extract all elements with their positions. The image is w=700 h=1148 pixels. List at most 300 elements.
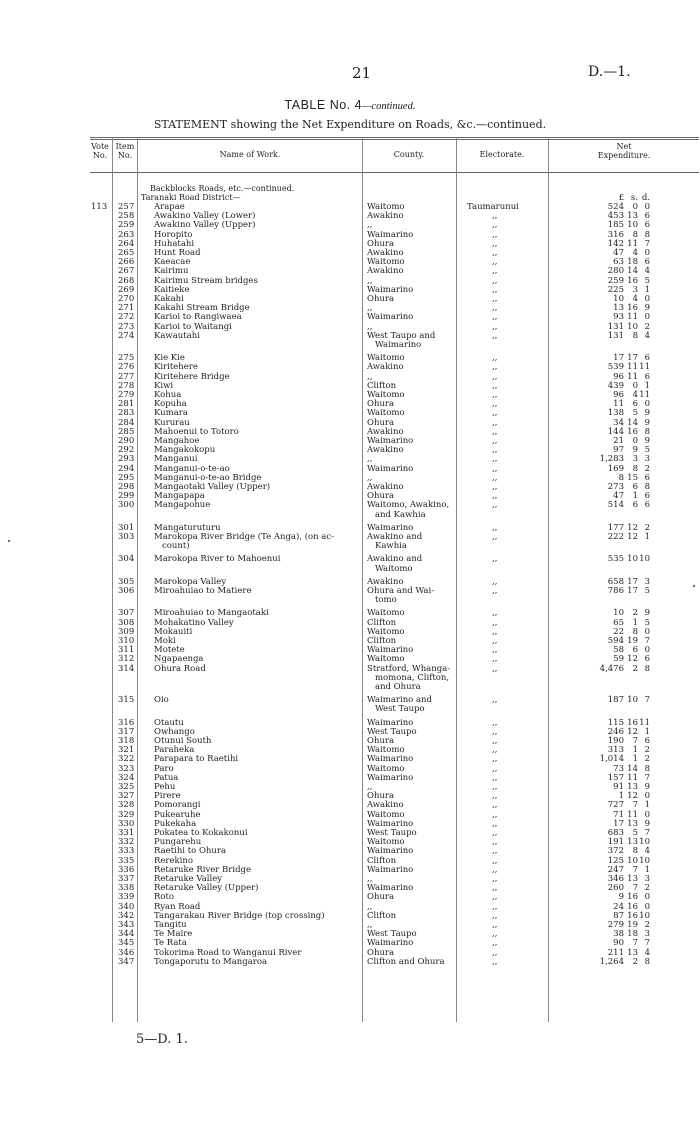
work-name: Karioi to Waitangi	[154, 321, 232, 332]
county-name: Ohura	[367, 791, 395, 802]
amount-part: 2	[632, 608, 638, 619]
amount-part: 138	[607, 408, 624, 419]
amount-part: 13	[627, 818, 638, 829]
electorate-name: ,,	[492, 947, 498, 958]
item-number: 317	[118, 726, 135, 737]
amount-part: 5	[644, 445, 650, 456]
work-name: Kiritehere Bridge	[154, 371, 230, 382]
county-name: Waitomo	[367, 745, 405, 756]
electorate-name: ,,	[492, 828, 498, 838]
work-name: Pomorangi	[154, 800, 201, 811]
amount-part: 87	[613, 910, 624, 921]
county-name: Waitomo	[367, 608, 405, 619]
amount-part: 9	[644, 417, 650, 428]
county-name: Waitomo	[367, 390, 405, 400]
net-expenditure	[592, 554, 650, 564]
item-number: 314	[118, 663, 135, 674]
work-name: Tongaporutu to Mangaroa	[154, 956, 268, 967]
currency-unit: £	[618, 193, 624, 203]
amount-part: 63	[613, 257, 624, 268]
amount-part: 2	[644, 745, 650, 756]
amount-part: 97	[613, 445, 624, 456]
county-name: ,,	[367, 901, 373, 912]
electorate-name: ,,	[492, 436, 498, 446]
item-number: 290	[118, 436, 135, 446]
amount-part: 58	[613, 645, 624, 656]
work-name: Kaitieke	[154, 284, 190, 295]
electorate-name: ,,	[492, 837, 498, 848]
electorate-name: ,,	[492, 294, 498, 304]
county-name: Waimarino	[367, 883, 414, 894]
item-number: 301	[118, 522, 135, 533]
amount-part: 3	[644, 874, 650, 884]
county-name-continued: Waimarino	[375, 340, 422, 350]
electorate-name: ,,	[492, 608, 498, 619]
item-number: 338	[118, 883, 135, 894]
county-name: Waimarino	[367, 436, 414, 446]
work-name: Karioi to Rangiwaea	[154, 312, 242, 323]
amount-part: 73	[613, 763, 624, 774]
electorate-name: ,,	[492, 636, 498, 646]
amount-part: 17	[627, 586, 638, 596]
county-name: ,,	[367, 303, 373, 314]
page-number: 21	[352, 64, 372, 82]
amount-part: 6	[644, 371, 650, 382]
item-number: 324	[118, 772, 135, 783]
amount-part: 524	[607, 202, 624, 212]
amount-part: 273	[607, 482, 624, 492]
electorate-name: ,,	[492, 626, 498, 637]
amount-part: 0	[644, 248, 650, 258]
amount-part: 3	[632, 454, 638, 465]
county-name: West Taupo	[367, 828, 417, 838]
electorate-name: ,,	[492, 846, 498, 857]
electorate-name: ,,	[492, 284, 498, 295]
item-number: 309	[118, 626, 135, 637]
county-name: West Taupo and	[367, 330, 436, 341]
county-name: ,,	[367, 321, 373, 332]
amount-part: 0	[644, 399, 650, 410]
work-name: Marokopa River to Mahoenui	[154, 554, 281, 565]
amount-part: 727	[607, 800, 624, 811]
amount-part: 14	[627, 266, 638, 277]
amount-part: 11	[627, 238, 638, 249]
electorate-name: ,,	[492, 248, 498, 258]
electorate-name: ,,	[492, 929, 498, 940]
amount-part: 1	[632, 491, 638, 502]
item-number: 304	[118, 554, 135, 565]
amount-part: 2	[644, 321, 650, 332]
amount-part: 6	[632, 482, 638, 492]
electorate-name: ,,	[492, 454, 498, 465]
item-number: 276	[118, 362, 135, 373]
electorate-name: ,,	[492, 617, 498, 628]
amount-part: 4	[632, 390, 638, 400]
amount-part: 346	[607, 874, 624, 884]
electorate-name: Taumarunui	[467, 202, 519, 212]
county-name: ,,	[367, 220, 373, 231]
work-name: Mangakokopu	[154, 445, 216, 456]
item-number: 346	[118, 947, 135, 958]
net-expenditure	[592, 532, 650, 542]
item-number: 264	[118, 238, 135, 249]
amount-part: 10	[627, 695, 638, 706]
work-name: Oio	[154, 695, 169, 706]
amount-part: 3	[644, 576, 650, 587]
county-name: Awakino and	[367, 532, 423, 542]
amount-part: 47	[613, 491, 624, 502]
county-name-continued: and Kawhia	[375, 509, 426, 520]
amount-part: 17	[613, 818, 624, 829]
work-name: Pungarehu	[154, 837, 202, 848]
amount-part: 12	[627, 522, 638, 533]
amount-part: 17	[627, 576, 638, 587]
work-name: Retaruke Valley (Upper)	[154, 883, 259, 894]
county-name: ,,	[367, 472, 373, 483]
amount-part: 9	[632, 445, 638, 456]
amount-part: 4	[644, 330, 650, 341]
electorate-name: ,,	[492, 800, 498, 811]
item-number: 298	[118, 482, 135, 492]
amount-part: 8	[632, 330, 638, 341]
table-top-rule	[90, 137, 699, 138]
work-name: Mangapapa	[154, 491, 205, 502]
amount-part: 16	[627, 901, 638, 912]
amount-part: 12	[627, 791, 638, 802]
item-number: 330	[118, 818, 135, 829]
work-name: Miroahuiao to Mangaotaki	[154, 608, 269, 619]
county-name: Awakino	[367, 482, 404, 492]
amount-part: 6	[632, 399, 638, 410]
amount-part: 0	[644, 626, 650, 637]
amount-part: 19	[627, 636, 638, 646]
county-name: Ohura	[367, 417, 395, 428]
amount-part: 11	[627, 362, 638, 373]
county-name: Awakino	[367, 248, 404, 258]
item-number: 312	[118, 654, 135, 665]
electorate-name: ,,	[492, 956, 498, 967]
county-name: Waimarino	[367, 229, 414, 240]
amount-part: 13	[613, 303, 624, 314]
amount-part: 6	[644, 220, 650, 231]
electorate-name: ,,	[492, 938, 498, 949]
item-number: 259	[118, 220, 135, 231]
county-name: Awakino	[367, 800, 404, 811]
item-number: 336	[118, 864, 135, 875]
amount-part: 190	[607, 736, 624, 746]
amount-part: 4,476	[599, 663, 624, 674]
county-name: Waimarino	[367, 754, 414, 765]
electorate-name: ,,	[492, 229, 498, 240]
table-title	[0, 98, 700, 112]
amount-part: 16	[627, 910, 638, 921]
amount-part: 144	[607, 426, 624, 437]
work-name: Kururau	[154, 417, 190, 428]
amount-part: 11	[627, 312, 638, 323]
amount-part: 9	[644, 303, 650, 314]
amount-part: 6	[644, 211, 650, 222]
work-name: Ryan Road	[154, 901, 201, 912]
work-name: Kohua	[154, 390, 182, 400]
item-number: 325	[118, 782, 135, 792]
header-rule	[90, 172, 699, 173]
amount-part: 7	[632, 736, 638, 746]
amount-part: 16	[627, 303, 638, 314]
electorate-name: ,,	[492, 330, 498, 341]
county-name: Waimarino	[367, 846, 414, 857]
amount-part: 1	[644, 726, 650, 737]
amount-part: 0	[644, 809, 650, 820]
item-number: 322	[118, 754, 135, 765]
county-name: Waimarino and	[367, 695, 432, 706]
item-number: 299	[118, 491, 135, 502]
item-number: 284	[118, 417, 135, 428]
county-name: Waimarino	[367, 463, 414, 474]
item-number: 285	[118, 426, 135, 437]
electorate-name: ,,	[492, 745, 498, 756]
electorate-name: ,,	[492, 399, 498, 410]
amount-part: 7	[632, 883, 638, 894]
county-name-continued: Waitomo	[375, 563, 413, 574]
work-name: Kaeacae	[154, 257, 191, 268]
electorate-name: ,,	[492, 892, 498, 903]
amount-part: 13	[627, 837, 638, 848]
item-number: 257	[118, 202, 135, 212]
amount-part: 0	[632, 202, 638, 212]
amount-part: 10	[639, 837, 650, 848]
amount-part: 8	[644, 482, 650, 492]
amount-part: 8	[618, 472, 624, 483]
amount-part: 786	[607, 586, 624, 596]
item-number: 294	[118, 463, 135, 474]
currency-unit: d.	[641, 193, 650, 203]
work-name: Mangahoe	[154, 436, 200, 446]
item-number: 271	[118, 303, 135, 314]
county-name: Waitomo	[367, 763, 405, 774]
item-number: 323	[118, 763, 135, 774]
electorate-name: ,,	[492, 238, 498, 249]
item-number: 339	[118, 892, 135, 903]
county-name: ,,	[367, 782, 373, 792]
work-name: Mangapohue	[154, 500, 211, 511]
amount-part: 6	[644, 654, 650, 665]
amount-part: 13	[627, 782, 638, 792]
work-name: Pukearuhe	[154, 809, 201, 820]
electorate-name: ,,	[492, 754, 498, 765]
amount-part: 1	[644, 284, 650, 295]
work-name: Mohakatino Valley	[154, 617, 234, 628]
amount-part: 5	[632, 408, 638, 419]
electorate-name: ,,	[492, 874, 498, 884]
amount-part: 0	[644, 791, 650, 802]
item-number: 331	[118, 828, 135, 838]
work-name: Manganui	[154, 454, 198, 465]
amount-part: 0	[644, 645, 650, 656]
amount-part: 12	[627, 654, 638, 665]
electorate-name: ,,	[492, 736, 498, 746]
county-name-continued: West Taupo	[375, 704, 425, 715]
electorate-name: ,,	[492, 532, 498, 542]
amount-part: 6	[644, 736, 650, 746]
county-name: Clifton and Ohura	[367, 956, 445, 967]
amount-part: 7	[644, 238, 650, 249]
amount-part: 7	[644, 772, 650, 783]
work-name: Moki	[154, 636, 176, 646]
amount-part: 10	[627, 321, 638, 332]
amount-part: 10	[639, 910, 650, 921]
electorate-name: ,,	[492, 275, 498, 286]
electorate-name: ,,	[492, 472, 498, 483]
column-divider	[137, 137, 138, 1022]
amount-part: 5	[644, 586, 650, 596]
amount-part: 187	[607, 695, 624, 706]
vote-header: Vote No.	[91, 142, 109, 160]
table-title-suffix: —continued.	[362, 101, 416, 112]
item-number: 273	[118, 321, 135, 332]
amount-part: 5	[632, 828, 638, 838]
amount-part: 96	[613, 371, 624, 382]
county-name: West Taupo	[367, 726, 417, 737]
item-number: 295	[118, 472, 135, 483]
item-number: 328	[118, 800, 135, 811]
item-number: 316	[118, 717, 135, 728]
amount-part: 12	[627, 532, 638, 542]
item-number: 300	[118, 500, 135, 511]
county-header: County.	[393, 150, 425, 159]
item-number: 333	[118, 846, 135, 857]
amount-part: 65	[613, 617, 624, 628]
county-name: Waimarino	[367, 284, 414, 295]
county-name: Ohura	[367, 399, 395, 410]
county-name: ,,	[367, 874, 373, 884]
amount-part: 59	[613, 654, 624, 665]
county-name: Awakino	[367, 211, 404, 222]
amount-part: 17	[627, 353, 638, 364]
electorate-name: ,,	[492, 901, 498, 912]
amount-part: 372	[607, 846, 624, 857]
electorate-name: ,,	[492, 362, 498, 373]
amount-part: 131	[607, 330, 624, 341]
county-name-continued: and Ohura	[375, 682, 421, 692]
item-number: 307	[118, 608, 135, 619]
work-name: Tangitu	[154, 920, 187, 930]
net-expenditure	[592, 586, 650, 596]
work-name: Kie Kie	[154, 353, 185, 364]
work-name: Retaruke River Bridge	[154, 864, 251, 875]
county-name: Waitomo	[367, 202, 405, 212]
work-name: Marokopa Valley	[154, 576, 227, 587]
amount-part: 7	[632, 800, 638, 811]
amount-part: 16	[627, 275, 638, 286]
work-name: Kakahi	[154, 294, 184, 304]
statement-heading: STATEMENT showing the Net Expenditure on Roads, &c.—continued.	[153, 118, 547, 131]
amount-part: 8	[644, 229, 650, 240]
work-name: Manganui-o-te-ao Bridge	[154, 472, 262, 483]
electorate-name: ,,	[492, 380, 498, 391]
amount-part: 21	[613, 436, 624, 446]
amount-part: 11	[627, 772, 638, 783]
electorate-name: ,,	[492, 417, 498, 428]
item-number: 311	[118, 645, 135, 656]
column-divider	[456, 137, 457, 1022]
amount-part: 169	[607, 463, 624, 474]
amount-part: 5	[644, 275, 650, 286]
amount-part: 2	[644, 522, 650, 533]
amount-part: 16	[627, 717, 638, 728]
item-number: 318	[118, 736, 135, 746]
county-name: Ohura	[367, 947, 395, 958]
amount-part: 7	[644, 938, 650, 949]
electorate-name: ,,	[492, 864, 498, 875]
amount-part: 0	[644, 901, 650, 912]
work-name: Awakino Valley (Lower)	[154, 211, 256, 222]
amount-part: 280	[607, 266, 624, 277]
net-expenditure	[592, 957, 650, 967]
amount-part: 3	[644, 929, 650, 940]
work-name: Kakahi Stream Bridge	[154, 303, 250, 314]
work-name: Raetihi to Ohura	[154, 846, 227, 857]
electorate-name: ,,	[492, 554, 498, 565]
work-name: Rerekino	[154, 855, 193, 866]
amount-part: 1,283	[599, 454, 624, 465]
scan-speck	[8, 540, 10, 542]
amount-part: 91	[613, 782, 624, 792]
electorate-name: ,,	[492, 645, 498, 656]
item-number: 278	[118, 380, 135, 391]
amount-part: 8	[632, 626, 638, 637]
amount-part: 439	[607, 380, 624, 391]
amount-part: 10	[627, 554, 638, 565]
electorate-name: ,,	[492, 818, 498, 829]
item-number: 303	[118, 532, 135, 542]
item-number: 337	[118, 874, 135, 884]
amount-part: 2	[644, 920, 650, 930]
amount-part: 19	[627, 920, 638, 930]
work-name: Kopuha	[154, 399, 187, 410]
work-name: Ohura Road	[154, 663, 206, 674]
county-name: Awakino	[367, 426, 404, 437]
item-number: 308	[118, 617, 135, 628]
electorate-name: ,,	[492, 726, 498, 737]
work-name: Kawautahi	[154, 330, 200, 341]
amount-part: 8	[632, 229, 638, 240]
amount-part: 10	[627, 855, 638, 866]
county-name-continued: momona, Clifton,	[375, 672, 450, 683]
amount-part: 125	[607, 855, 624, 866]
county-name: Awakino and	[367, 554, 423, 565]
amount-part: 5	[644, 617, 650, 628]
county-name: Awakino	[367, 576, 404, 587]
amount-part: 177	[607, 522, 624, 533]
county-name: Waimarino	[367, 645, 414, 656]
electorate-name: ,,	[492, 491, 498, 502]
item-number: 269	[118, 284, 135, 295]
electorate-name: ,,	[492, 855, 498, 866]
amount-part: 11	[627, 371, 638, 382]
electorate-name: ,,	[492, 920, 498, 930]
work-name: Kairimu	[154, 266, 189, 277]
electorate-name: ,,	[492, 266, 498, 277]
electorate-name: ,,	[492, 883, 498, 894]
work-name-continued: count)	[162, 541, 190, 552]
amount-part: 4	[644, 266, 650, 277]
county-name: Ohura	[367, 238, 395, 249]
amount-part: 11	[639, 390, 650, 400]
work-name: Arapae	[154, 202, 185, 212]
item-number: 258	[118, 211, 135, 222]
amount-part: 9	[644, 408, 650, 419]
amount-part: 8	[644, 956, 650, 967]
